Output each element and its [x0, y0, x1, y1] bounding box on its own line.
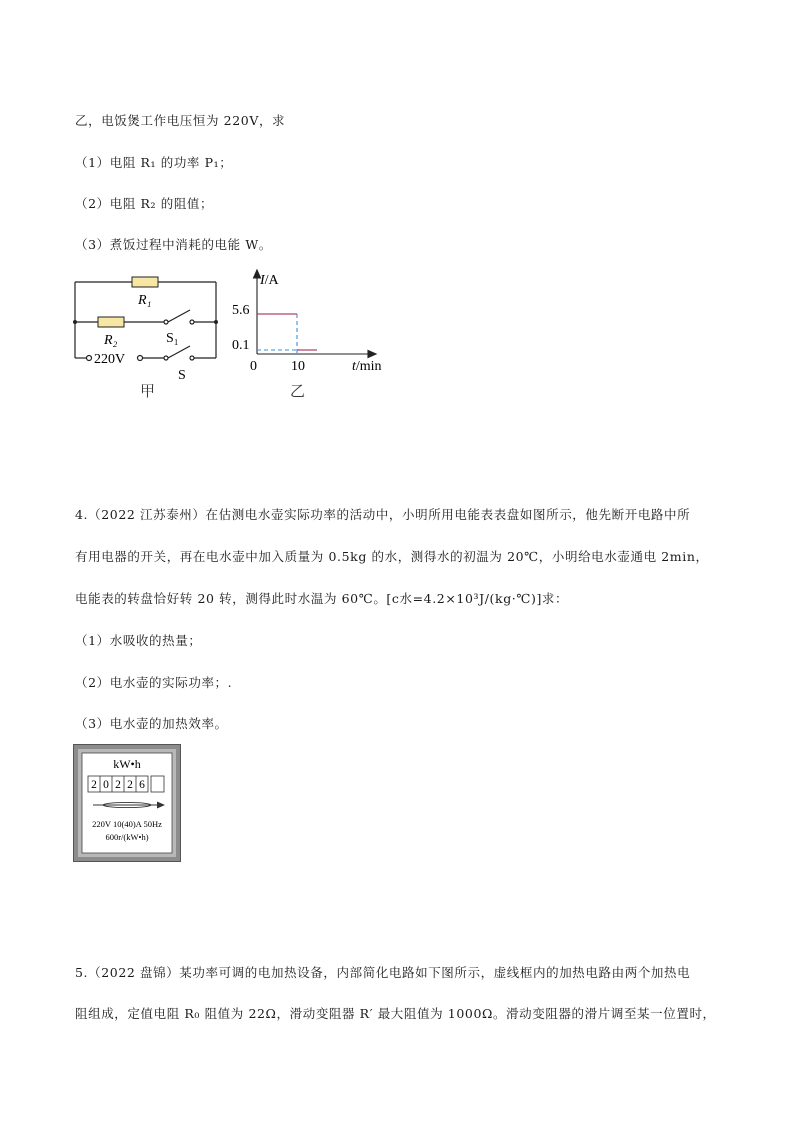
label-r2: R₂: [104, 333, 118, 348]
caption-jia: 甲: [140, 384, 156, 400]
meter-spec-2: 600r/(kW•h): [105, 832, 149, 842]
caption-yi: 乙: [290, 384, 306, 400]
meter-digit-1: 2: [91, 779, 97, 791]
meter-digit-3: 2: [115, 779, 121, 791]
q4-part-3: （3）电水壶的加热效率。: [75, 716, 228, 731]
q3-part-1: （1）电阻 R₁ 的功率 P₁；: [75, 155, 233, 170]
circuit-diagram: [60, 262, 230, 404]
resistor-r2: [98, 317, 124, 327]
y-tick-low: 0.1: [232, 338, 250, 353]
q3-intro: 乙，电饭煲工作电压恒为 220V，求: [75, 113, 286, 128]
x-axis-arrow: [368, 351, 376, 358]
y-tick-high: 5.6: [232, 303, 250, 318]
current-time-graph: [222, 262, 398, 404]
label-s: S: [178, 368, 186, 383]
q3-part-3: （3）煮饭过程中消耗的电能 W。: [75, 237, 272, 252]
y-axis-label: I/A: [260, 273, 279, 288]
energy-meter: [73, 744, 181, 862]
meter-unit: kW•h: [113, 757, 141, 771]
label-s1: S₁: [166, 331, 179, 346]
meter-spec-1: 220V 10(40)A 50Hz: [92, 819, 162, 829]
q5-line-1: 5.（2022 盘锦）某功率可调的电加热设备，内部简化电路如下图所示，虚线框内的加热电路由两个加热电: [75, 965, 691, 980]
q4-line-3: 电能表的转盘恰好转 20 转，测得此时水温为 60℃。[c水=4.2×10³J/(kg·℃)]求：: [75, 591, 569, 606]
q4-line-2: 有用电器的开关，再在电水壶中加入质量为 0.5kg 的水，测得水的初温为 20℃，小明给电水壶通电 2min，: [75, 549, 709, 564]
label-r1: R₁: [138, 293, 152, 308]
q5-line-2: 阻组成，定值电阻 R₀ 阻值为 22Ω，滑动变阻器 R′ 最大阻值为 1000Ω。滑动变阻器的滑片调至某一位置时，: [75, 1006, 716, 1021]
x-axis-label: t/min: [352, 359, 382, 374]
meter-digit-4: 2: [127, 779, 133, 791]
label-voltage: 220V: [94, 352, 126, 367]
meter-digit-2: 0: [103, 779, 109, 791]
q4-part-1: （1）水吸收的热量；: [75, 633, 202, 648]
x-tick-10: 10: [291, 359, 305, 374]
meter-digit-5: 6: [139, 779, 145, 791]
q4-part-2: （2）电水壶的实际功率；.: [75, 675, 233, 690]
resistor-r1: [132, 277, 158, 287]
q4-line-1: 4.（2022 江苏泰州）在估测电水壶实际功率的活动中，小明所用电能表表盘如图所示，他先断开电路中所: [75, 507, 691, 522]
q3-part-2: （2）电阻 R₂ 的阻值；: [75, 196, 214, 211]
x-origin-label: 0: [250, 359, 257, 374]
